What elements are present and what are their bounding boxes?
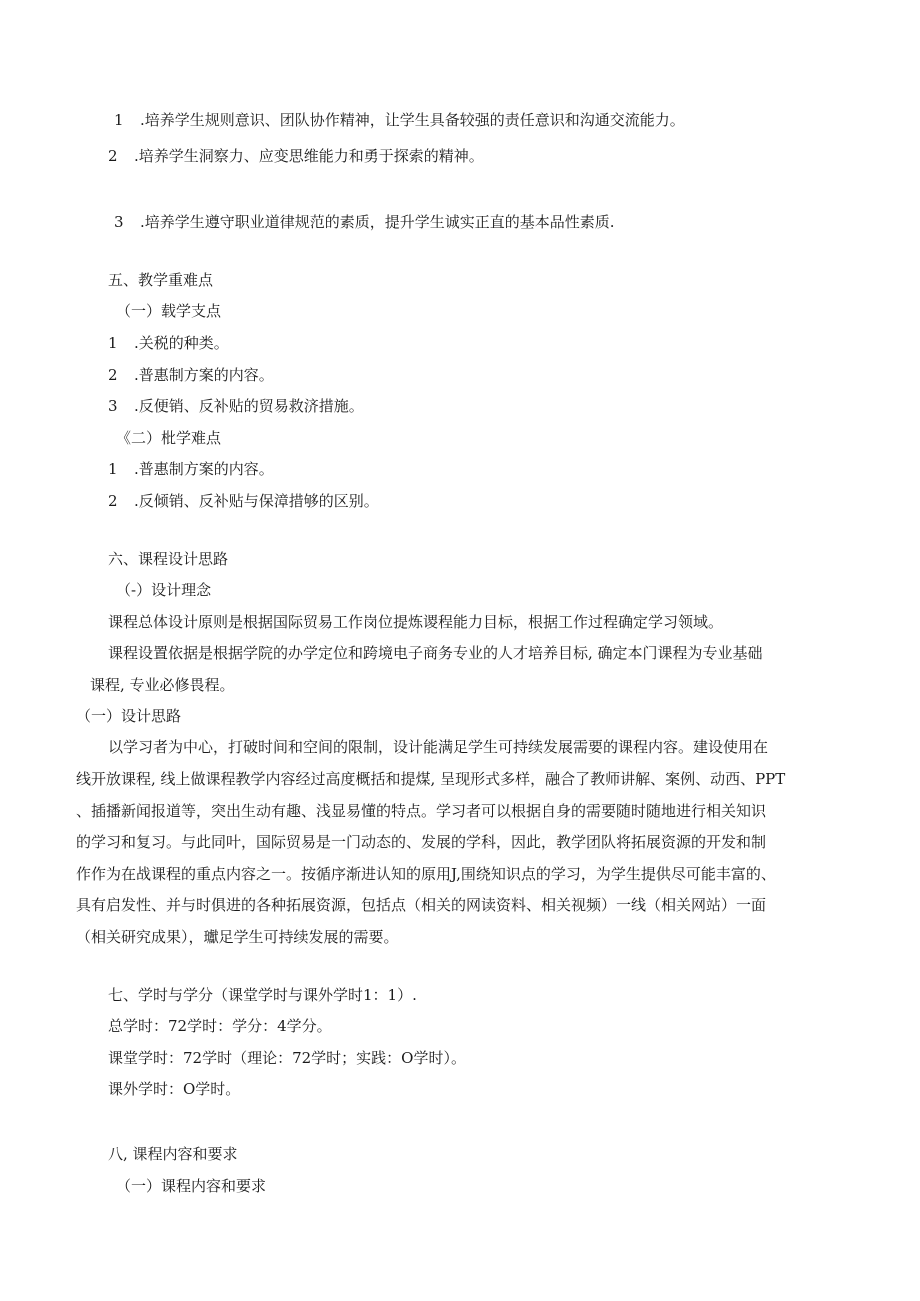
- goal-item-2: 2 .培养学生洞察力、应变思维能力和勇于探索的精神。: [108, 147, 484, 165]
- classroom-hours: 课堂学时：72学时（理论：72学时；实践：O学时）。: [108, 1049, 466, 1067]
- difficult-point-1: 1 .普惠制方案的内容。: [108, 460, 274, 478]
- design-idea-line-2: 线开放课程, 线上做课程教学内容经过高度概括和提煤, 呈现形式多样，融合了教师讲解、案例、动西、PPT: [76, 770, 786, 788]
- section-5-sub2-heading: 《二）枇学难点: [116, 429, 222, 447]
- section-6-sub2-heading: （一）设计思路: [76, 707, 182, 725]
- total-hours: 总学时：72学时：学分：4学分。: [108, 1017, 332, 1035]
- outside-hours: 课外学时：O学时。: [108, 1080, 241, 1098]
- section-8-heading: 八, 课程内容和要求: [108, 1145, 238, 1163]
- section-6-sub1-heading: （-）设计理念: [116, 581, 212, 599]
- design-idea-line-4: 的学习和复习。与此同叶，国际贸易是一门动态的、发展的学科，因此，教学团队将拓展资源的开发和制: [76, 833, 767, 851]
- goal-item-1: 1 .培养学生规则意识、团队协作精神，让学生具备较强的责任意识和沟通交流能力。: [114, 111, 685, 129]
- design-concept-paragraph-2-line-1: 课程设置依据是根据学院的办学定位和跨境电子商务专业的人才培养目标, 确定本门课程为专业基础: [108, 644, 763, 662]
- section-7-heading: 七、学时与学分（课堂学时与课外学时1：1）.: [108, 986, 417, 1004]
- design-idea-line-1: 以学习者为中心，打破时间和空间的限制，设计能满足学生可持续发展需要的课程内容。建设使用在: [108, 738, 769, 756]
- design-concept-paragraph-1: 课程总体设计原则是根据国际贸易工作岗位提炼谡程能力目标，根据工作过程确定学习领域。: [108, 613, 724, 631]
- section-5-heading: 五、教学重难点: [108, 271, 214, 289]
- design-idea-line-5: 作作为在战课程的重点内容之一。按循序渐进认知的原用J,围绕知识点的学习，为学生提供尽可能丰富的、: [76, 865, 776, 883]
- design-idea-line-3: 、插播新闻报道等，突出生动有趣、浅显易懂的特点。学习者可以根据自身的需要随时随地进行相关知识: [76, 802, 767, 820]
- design-idea-line-7: （相关研究成果），瓛足学生可持续发展的需要。: [76, 928, 399, 946]
- difficult-point-2: 2 .反倾销、反补贴与保漳措够的区别。: [108, 492, 379, 510]
- section-6-heading: 六、课程设计思路: [108, 550, 229, 568]
- key-point-3: 3 .反便销、反补贴的贸易救济措施。: [108, 397, 364, 415]
- section-5-sub1-heading: （一）载学支点: [116, 302, 222, 320]
- design-idea-line-6: 具有启发性、并与时俱进的各种拓展资源，包括点（相关的网读资料、相关视频）一线（相关网站）一面: [76, 896, 767, 914]
- key-point-1: 1 .关税的种类。: [108, 334, 229, 352]
- goal-item-3: 3 .培养学生遵守职业道律规范的素质，提升学生诚实正直的基本品性素质.: [114, 213, 615, 231]
- section-8-sub1-heading: （一）课程内容和要求: [116, 1177, 267, 1195]
- design-concept-paragraph-2-line-2: 课程, 专业必修畏程。: [90, 676, 235, 694]
- key-point-2: 2 .普惠制方案的内容。: [108, 366, 274, 384]
